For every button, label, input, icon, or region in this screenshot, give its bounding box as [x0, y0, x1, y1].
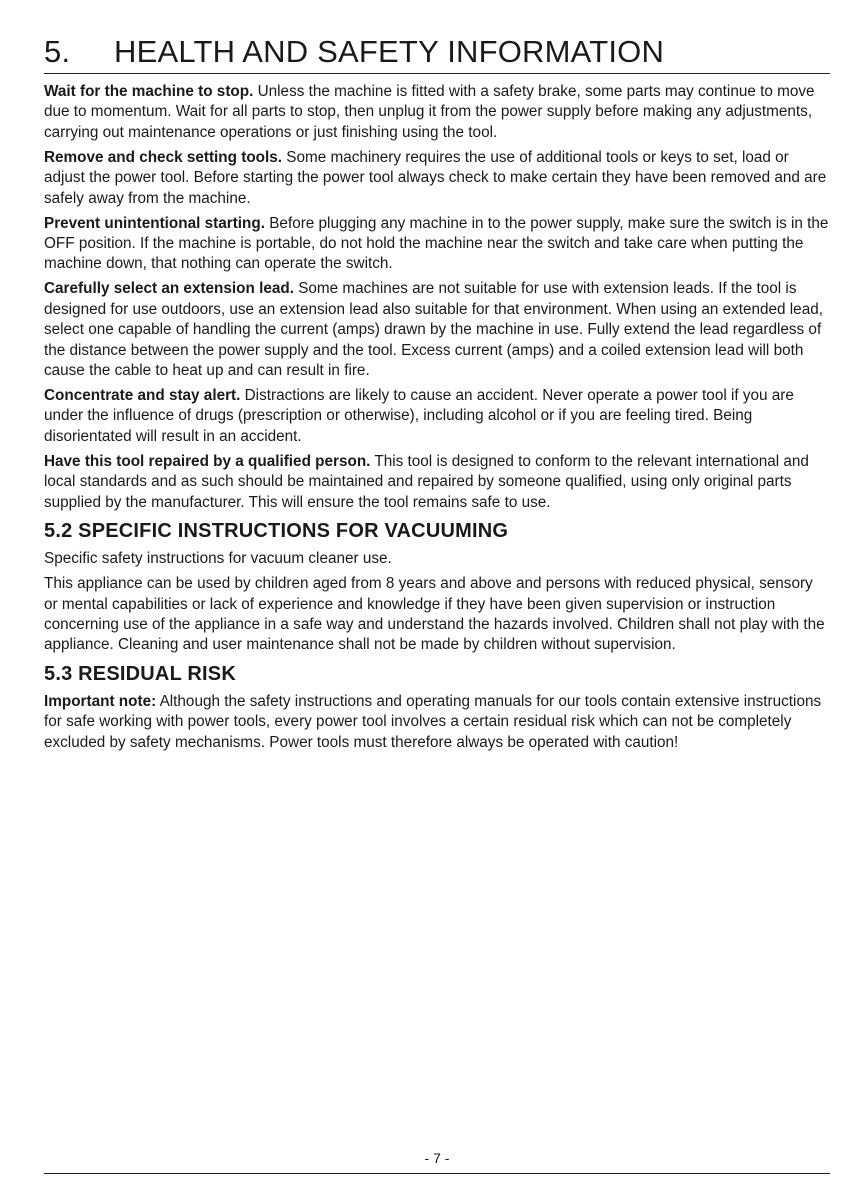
chapter-title-text: HEALTH AND SAFETY INFORMATION — [114, 34, 665, 69]
paragraph-text: Some machinery requires the use of additional tools or keys to set, load or adjust the power tool. Before starting the power tool always check to make certain they have been removed and are safely away from the machine. — [44, 148, 827, 207]
paragraph-text: Although the safety instructions and operating manuals for our tools contain extensive instructions for safe working with power tools, every power tool involves a certain residual risk which can not be completely excluded by safety mechanisms. Power tools must therefore always be operated with caution! — [44, 692, 822, 751]
paragraph-text: Distractions are likely to cause an accident. Never operate a power tool if you are under the influence of drugs (prescription or otherwise), including alcohol or if you are feeling tired. Being disorientated will result in an accident. — [44, 387, 794, 445]
paragraph-important-note — [44, 692, 830, 753]
paragraph-lead: Remove and check setting tools. — [44, 148, 283, 166]
paragraph-lead: Have this tool repaired by a qualified person. — [44, 452, 371, 470]
footer-divider — [44, 1173, 830, 1174]
paragraph-qualified-repair — [44, 452, 830, 513]
section-heading-vacuuming: 5.2 SPECIFIC INSTRUCTIONS FOR VACUUMING — [44, 520, 509, 543]
paragraph-lead: Wait for the machine to stop. — [44, 83, 254, 100]
paragraph-lead: Concentrate and stay alert. — [44, 387, 241, 405]
page-number: - 7 - — [424, 1150, 450, 1166]
chapter-number: 5. — [44, 34, 71, 69]
manual-page — [44, 0, 830, 1192]
section-body-vacuuming: This appliance can be used by children aged from 8 years and above and persons with reduced physical, sensory or mental capabilities or lack of experience and knowledge if they have been given supervision or instruction concerning use of the appliance in a safe way and understand the hazards involved. Children shall not play with the appliance. Cleaning and user maintenance shall not be made by children without supervision. — [44, 575, 825, 654]
paragraph-wait-for-stop — [44, 82, 830, 143]
paragraph-text: This tool is designed to conform to the relevant international and local standards and as such should be maintained and repaired by someone qualified, using only original parts supplied by the manufacturer. This will ensure the tool remains safe to use. — [44, 452, 809, 511]
page-body — [44, 82, 830, 758]
paragraph-text: Some machines are not suitable for use with extension leads. If the tool is designed for use outdoors, use an extension lead also suitable for that environment. When using an extended lead, select one capable of handling the current (amps) drawn by the machine in use. Fully extend the lead regardless of the distance between the power supply and the tool. Excess current (amps) and a coiled extension lead will both cause the cable to heat up and can result in fire. — [44, 280, 823, 380]
chapter-title — [44, 34, 664, 70]
title-divider — [44, 73, 830, 74]
paragraph-stay-alert — [44, 386, 830, 447]
paragraph-text: Unless the machine is fitted with a safety brake, some parts may continue to move due to momentum. Wait for all parts to stop, then unplug it from the power supply before making any adjustments, carrying out maintenance operations or just finishing using the tool. — [44, 83, 815, 141]
paragraph-lead: Important note: — [44, 692, 157, 710]
paragraph-remove-setting-tools — [44, 148, 830, 209]
paragraph-prevent-starting — [44, 214, 830, 275]
paragraph-text: Before plugging any machine in to the power supply, make sure the switch is in the OFF position. If the machine is portable, do not hold the machine near the switch and take care when putting the machine down, that nothing can operate the switch. — [44, 214, 829, 273]
paragraph-extension-lead — [44, 279, 830, 381]
section-intro: Specific safety instructions for vacuum cleaner use. — [44, 550, 392, 568]
section-heading-residual-risk: 5.3 RESIDUAL RISK — [44, 662, 236, 685]
paragraph-lead: Prevent unintentional starting. — [44, 214, 265, 232]
paragraph-lead: Carefully select an extension lead. — [44, 280, 294, 298]
